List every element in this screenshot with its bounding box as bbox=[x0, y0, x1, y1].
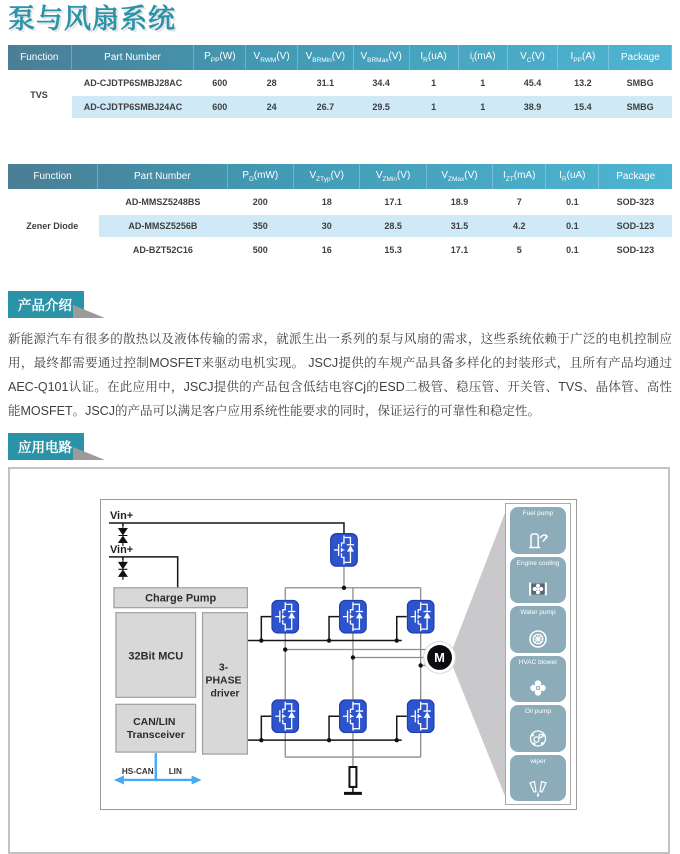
value-cell: 17.1 bbox=[426, 238, 492, 262]
value-cell: 600 bbox=[194, 71, 246, 95]
app-tile-water-pump bbox=[510, 606, 566, 653]
intro-section-badge: 产品介绍 bbox=[8, 291, 84, 318]
value-cell: 600 bbox=[194, 95, 246, 119]
header-row bbox=[8, 164, 672, 190]
low-side-mosfet-c bbox=[407, 700, 434, 733]
table-row bbox=[8, 71, 672, 95]
table-row bbox=[8, 190, 672, 214]
can-lin-bus bbox=[114, 753, 202, 784]
value-cell: 18 bbox=[294, 190, 360, 214]
value-cell: SOD-123 bbox=[599, 238, 672, 262]
page-title: 泵与风扇系统 bbox=[8, 4, 176, 34]
app-tile-oil-pump bbox=[510, 705, 566, 752]
value-cell: 0.1 bbox=[546, 214, 599, 238]
column-header: Function bbox=[8, 164, 98, 190]
app-label: Fuel pump bbox=[522, 510, 554, 517]
column-header: $i_t(mA)$ bbox=[458, 45, 507, 71]
value-cell: SOD-123 bbox=[599, 214, 672, 238]
circuit-section-badge: 应用电路 bbox=[8, 433, 84, 460]
value-cell: 1 bbox=[409, 71, 458, 95]
low-side-mosfet-a bbox=[272, 700, 299, 733]
value-cell: 350 bbox=[227, 214, 293, 238]
value-cell: 13.2 bbox=[558, 71, 608, 95]
zoom-beam bbox=[452, 512, 506, 797]
value-cell: 38.9 bbox=[507, 95, 557, 119]
svg-text:Charge Pump: Charge Pump bbox=[145, 592, 217, 605]
column-header: $V_{BRMax}(V)$ bbox=[353, 45, 409, 71]
svg-text:M: M bbox=[434, 649, 445, 665]
fuel-pump-icon bbox=[526, 528, 550, 552]
value-cell: 0.1 bbox=[546, 238, 599, 262]
value-cell: 15.4 bbox=[558, 95, 608, 119]
column-header: Package bbox=[599, 164, 672, 190]
value-cell: 500 bbox=[227, 238, 293, 262]
column-header: Part Number bbox=[71, 45, 194, 71]
header-row bbox=[8, 45, 672, 71]
value-cell: 28.5 bbox=[360, 214, 426, 238]
value-cell: 29.5 bbox=[353, 95, 409, 119]
value-cell: 0.1 bbox=[546, 190, 599, 214]
column-header: $V_{RWM}(V)$ bbox=[246, 45, 298, 71]
value-cell: 4.2 bbox=[493, 214, 546, 238]
part-number-cell: AD-BZT52C16 bbox=[98, 238, 227, 262]
value-cell: 17.1 bbox=[360, 190, 426, 214]
app-label: Oil pump bbox=[524, 708, 551, 715]
app-tile-wiper bbox=[510, 755, 566, 802]
column-header: $V_C(V)$ bbox=[507, 45, 557, 71]
part-number-cell: AD-CJDTP6SMBJ24AC bbox=[71, 95, 194, 119]
value-cell: 200 bbox=[227, 190, 293, 214]
app-tile-fuel-pump bbox=[510, 507, 566, 554]
can-lin-transceiver-box bbox=[116, 704, 196, 752]
application-list bbox=[505, 503, 571, 805]
value-cell: 28 bbox=[246, 71, 298, 95]
column-header: $V_{ZTyp}(V)$ bbox=[294, 164, 360, 190]
part-number-cell: AD-MMSZ5248BS bbox=[98, 190, 227, 214]
datasheet-page bbox=[0, 4, 680, 821]
value-cell: SOD-323 bbox=[599, 190, 672, 214]
column-header: $I_{ZT}(mA)$ bbox=[493, 164, 546, 190]
table-row bbox=[8, 95, 672, 119]
value-cell: 34.4 bbox=[353, 71, 409, 95]
column-header: $I_{PP}(A)$ bbox=[558, 45, 608, 71]
value-cell: 45.4 bbox=[507, 71, 557, 95]
oil-pump-icon bbox=[526, 726, 550, 750]
wiper-icon bbox=[526, 775, 550, 799]
lin-label: LIN bbox=[168, 766, 182, 776]
part-number-cell: AD-CJDTP6SMBJ28AC bbox=[71, 71, 194, 95]
value-cell: 31.1 bbox=[297, 71, 353, 95]
value-cell: SMBG bbox=[608, 71, 672, 95]
column-header: Package bbox=[608, 45, 672, 71]
app-tile-engine-cooling bbox=[510, 557, 566, 604]
column-header: $V_{ZMax}(V)$ bbox=[426, 164, 492, 190]
app-tile-hvac-blower bbox=[510, 656, 566, 703]
hvac-blower-icon bbox=[526, 676, 550, 700]
column-header: $V_{ZMin}(V)$ bbox=[360, 164, 426, 190]
column-header: $I_R(uA)$ bbox=[546, 164, 599, 190]
column-header: Part Number bbox=[98, 164, 227, 190]
column-header: $P_{PP}(W)$ bbox=[194, 45, 246, 71]
circuit-panel bbox=[100, 499, 577, 810]
engine-cooling-icon bbox=[526, 577, 550, 601]
value-cell: 5 bbox=[493, 238, 546, 262]
vin-label-2: Vin+ bbox=[109, 543, 134, 556]
zener-table bbox=[8, 164, 672, 263]
value-cell: 24 bbox=[246, 95, 298, 119]
high-side-mosfet-c bbox=[407, 600, 434, 633]
tvs-diode-symbol bbox=[118, 525, 127, 546]
column-header: $V_{BRMin}(V)$ bbox=[297, 45, 353, 71]
application-circuit-container bbox=[8, 467, 670, 854]
app-label: Engine cooling bbox=[516, 559, 560, 567]
value-cell: 30 bbox=[294, 214, 360, 238]
reverse-protection-mosfet bbox=[331, 534, 358, 567]
motor bbox=[424, 642, 456, 674]
charge-pump-box bbox=[114, 588, 247, 608]
three-phase-driver-box bbox=[203, 613, 248, 754]
svg-text:3- PHASE d: 3- PHASE driver bbox=[205, 662, 242, 700]
low-side-mosfet-b bbox=[340, 700, 367, 733]
value-cell: 1 bbox=[458, 95, 507, 119]
column-header: Function bbox=[8, 45, 71, 71]
value-cell: 31.5 bbox=[426, 214, 492, 238]
tvs-diode-symbol bbox=[118, 559, 127, 580]
part-number-cell: AD-MMSZ5256B bbox=[98, 214, 227, 238]
svg-text:32Bit MCU: 32Bit MCU bbox=[128, 650, 184, 663]
value-cell: 15.3 bbox=[360, 238, 426, 262]
table-row bbox=[8, 214, 672, 238]
value-cell: 26.7 bbox=[297, 95, 353, 119]
value-cell: 1 bbox=[409, 95, 458, 119]
high-side-mosfet-a bbox=[272, 600, 299, 633]
column-header: $I_R(uA)$ bbox=[409, 45, 458, 71]
app-label: Water pump bbox=[520, 609, 556, 616]
tvs-table bbox=[8, 45, 672, 120]
value-cell: 18.9 bbox=[426, 190, 492, 214]
phase-wires bbox=[285, 567, 426, 767]
vin-label-1: Vin+ bbox=[109, 510, 134, 523]
function-cell: Zener Diode bbox=[8, 190, 98, 262]
value-cell: 7 bbox=[493, 190, 546, 214]
hs-can-label: HS-CAN bbox=[121, 766, 154, 776]
shunt-resistor bbox=[344, 767, 362, 793]
app-label: wiper bbox=[530, 757, 546, 765]
svg-text:CAN/LIN Transceiver: CAN/LIN Transceiver bbox=[126, 717, 185, 742]
column-header: $P_D(mW)$ bbox=[227, 164, 293, 190]
value-cell: 1 bbox=[458, 71, 507, 95]
water-pump-icon bbox=[526, 627, 550, 651]
value-cell: SMBG bbox=[608, 95, 672, 119]
function-cell: TVS bbox=[8, 71, 71, 119]
table-row bbox=[8, 238, 672, 262]
app-label: HVAC blower bbox=[518, 658, 558, 666]
intro-paragraph: 新能源汽车有很多的散热以及液体传输的需求，就派生出一系列的泵与风扇的需求，这些系统依赖于广泛的电机控制应用，最终都需要通过控制MOSFET来驱动电机实现。 JSCJ提供的车规产品具备多样化的封装形式，且所有产品均通过AEC-Q101认证。在此应用中，JSCJ提供的产品包含低结电容Cj的ESD二极管、稳压管、开关管、TVS、晶体管、高性能MOSFET。JSCJ的产品可以满足客户应用系统性能要求的同时，保证运行的可靠性和稳定性。 bbox=[8, 332, 672, 418]
mcu-box bbox=[116, 613, 196, 698]
value-cell: 16 bbox=[294, 238, 360, 262]
high-side-mosfet-b bbox=[340, 600, 367, 633]
